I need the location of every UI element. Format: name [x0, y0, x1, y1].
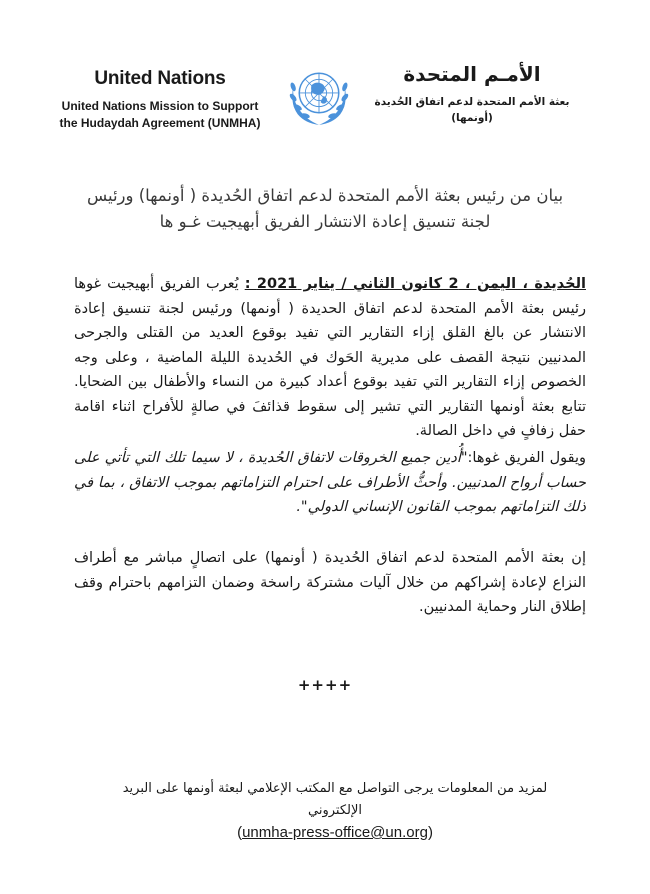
footer	[100, 778, 570, 844]
english-org-title: United Nations	[94, 68, 226, 89]
email-close-paren: )	[427, 824, 433, 841]
english-mission-line-1: United Nations Mission to Support	[61, 99, 259, 113]
arabic-mission-name	[372, 94, 572, 126]
arabic-mission-line-2: (أونمها)	[451, 112, 493, 124]
arabic-header	[372, 62, 572, 126]
paragraph-3: إن بعثة الأمم المتحدة لدعم اتفاق الحُديدة ( أونمها) على اتصالٍ مباشر مع أطراف النزاع لإعادة إشراكهم من خلال آليات مشتركة راسخة وضمان التزامهم باحترام وقف إطلاق النار وحماية المدنيين.	[74, 550, 586, 615]
footer-email-line	[100, 822, 570, 844]
un-emblem-icon	[281, 58, 357, 134]
english-header	[40, 68, 280, 132]
statement-title: بيان من رئيس بعثة الأمم المتحدة لدعم اتفاق الحُديدة ( أونمها) ورئيس لجنة تنسيق إعادة الانتشار الفريق أبهيجيت غـو ها	[86, 186, 564, 231]
email-open-paren: (	[237, 824, 243, 841]
end-separator: ++++	[297, 676, 353, 694]
arabic-org-title: الأمـم المتحدة	[403, 62, 541, 86]
quote-intro: ويقول الفريق غوها:	[467, 450, 586, 466]
paragraph-2	[74, 446, 586, 520]
paragraph-1	[74, 272, 586, 444]
quote-text: "أُدين جميع الخروقات لاتفاق الحُديدة ، لا سيما تلك التي تأتي على حساب أرواح المدنيين. وأحثُّ الأطراف على احترام التزاماتهم بموجب الاتفاق ، بما في ذلك التزاماتهم بموجب القانون الإنساني الدولي".	[74, 450, 586, 515]
footer-contact-line: لمزيد من المعلومات يرجى التواصل مع المكتب الإعلامي لبعثة أونمها على البريد الإلكتروني	[122, 781, 548, 818]
english-mission-line-2: the Hudaydah Agreement (UNMHA)	[59, 116, 261, 130]
paragraph-1-body: يُعرب الفريق أبهيجيت غوها رئيس بعثة الأمم المتحدة لدعم اتفاق الحديدة ( أونمها) ورئيس لجنة تنسيق إعادة الانتشار عن بالغ القلق إزاء التقارير التي تفيد بوقوع العديد من القتلى والجرحى المدنيين نتيجة القصف على مديرية الحَوك في الحُديدة الليلة الماضية ، وعلى وجه الخصوص إزاء التقارير التي تفيد بوقوع أعداد كبيرة من النساء والأطفال بين الضحايا. تتابع بعثة أونمها التقارير التي تشير إلى سقوط قذائفَ في صالةٍ للأفراح اثناء اقامة حفل زفافٍ في داخل الصالة.	[74, 276, 586, 439]
press-email-link[interactable]: unmha-press-office@un.org	[242, 824, 428, 841]
letterhead	[0, 58, 650, 148]
dateline: الحُديدة ، اليمن ، 2 كانون الثاني / يناير 2021 :	[244, 276, 586, 292]
arabic-mission-line-1: بعثة الأمم المتحدة لدعم اتفاق الحُديدة	[374, 96, 570, 108]
english-mission-name	[40, 98, 280, 132]
